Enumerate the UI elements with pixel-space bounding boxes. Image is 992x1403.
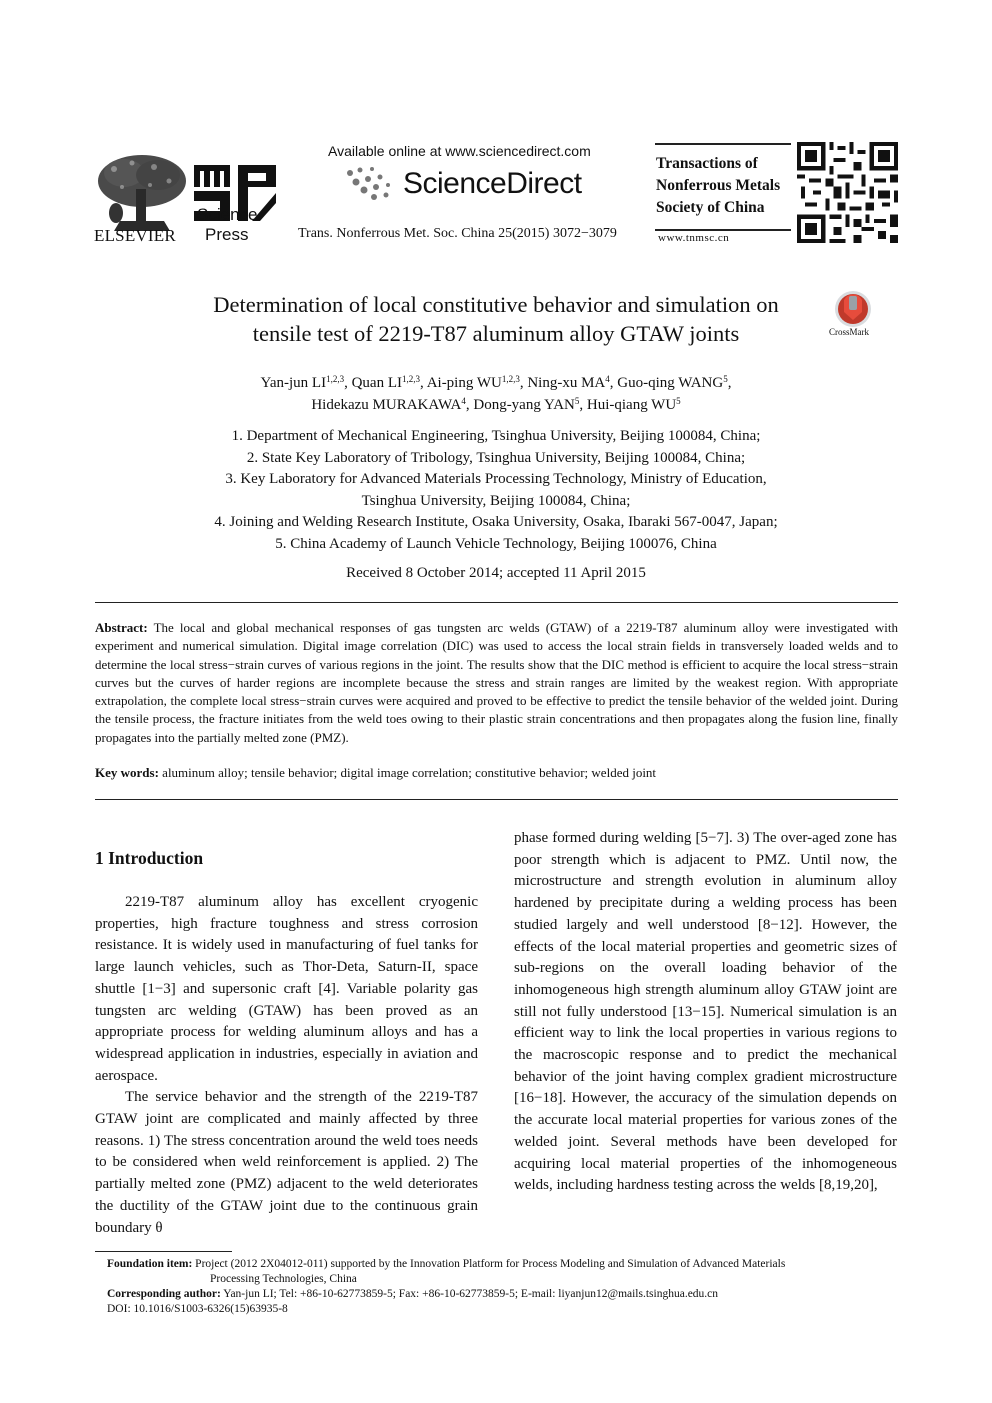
author-name: Ning-xu MA (527, 375, 606, 391)
science-press-line2: Press (205, 225, 249, 244)
author-list (100, 372, 892, 416)
author-sep: , (344, 375, 352, 391)
section-heading: 1 Introduction (95, 848, 204, 868)
crossmark-label: CrossMark (829, 327, 869, 337)
author-line (100, 394, 892, 416)
author-affil-sup: 4 (605, 374, 610, 384)
author-affil-sup: 5 (676, 396, 681, 406)
author-name: Quan LI (351, 375, 402, 391)
author-sep: , (519, 375, 528, 391)
science-press-line1: Science (197, 205, 258, 224)
author-name: Ai-ping WU (426, 375, 502, 391)
foundation-label: Foundation item: (107, 1258, 193, 1270)
author-affil-sup: 1,2,3 (326, 374, 345, 384)
author-name: Yan-jun LI (260, 375, 327, 391)
keywords (95, 765, 898, 781)
body-column-right (514, 828, 897, 1197)
author-affil-sup: 5 (723, 374, 728, 384)
publisher-name: ELSEVIER (94, 226, 176, 245)
author-sep: , (465, 397, 474, 413)
author-affil-sup: 5 (574, 396, 580, 406)
journal-url: www.tnmsc.cn (658, 232, 730, 244)
title-line: tensile test of 2219-T87 aluminum alloy GTAW joints (252, 321, 740, 346)
received-dates: Received 8 October 2014; accepted 11 April 2015 (346, 565, 646, 581)
abstract-text: The local and global mechanical responses of gas tungsten arc welds (GTAW) of a 2219-T87 aluminum alloy were investigated with experiment and numerical simulation. Digital image correlation (DIC) was used to access the local strain fields in transversely loaded welds and to determine the local stress−strain curves of various regions in the joint. The results show that the DIC method is efficient to acquire the local stress−strain curves but the curves of harder regions are incomplete because the stress and strain ranges are limited by the weakest region. With appropriate extrapolation, the complete local stress−strain curves were acquired and proved to be effective to predict the tensile behavior of the welded joint. During the tensile process, the fracture initiates from the weld toes owing to their plastic strain concentrations and then propagates along the fusion line, finally propagates into the partially melted zone (PMZ). (95, 620, 898, 745)
author-affil-sup: 4 (461, 396, 466, 406)
corresponding-footnote (107, 1287, 898, 1302)
body-paragraph: The service behavior and the strength of the 2219-T87 GTAW joint are complicated and mainly affected by three reasons. 1) The stress concentration around the weld toes needs to be considered when weld reinforcement is applied. 2) The partially melted zone (PMZ) adjacent to the weld deteriorates the ductility of the GTAW joint due to the continuous grain boundary θ (95, 1089, 478, 1236)
author-affil-sup: 1,2,3 (402, 374, 420, 384)
author-name: Hui-qiang WU (586, 397, 677, 413)
author-sep: , (727, 375, 732, 391)
abstract-bottom-rule (95, 799, 898, 800)
body-paragraph: phase formed during welding [5−7]. 3) The over-aged zone has poor strength which is adjacent to PMZ. Until now, the microstructure and strength evolution in aluminum alloy hardened by precipitate during a welding process has been studied largely and well understood [8−12]. However, the effects of the local material properties and geometric sizes of sub-regions on the overall loading behavior of the inhomogeneous high strength aluminum alloy GTAW joint are still not fully understood [13−15]. Numerical simulation is an efficient way to link the local properties in various regions to the macroscopic response and to predict the mechanical behavior of the joint having complex gradient microstructure [16−18]. However, the accuracy of the simulation depends on the accurate local material properties for various zones of the welded joint. Several methods have been developed for acquiring local material properties of the inhomogeneous welds, including hardness testing across the welds [8,19,20], (514, 830, 897, 1194)
affiliations (100, 426, 892, 556)
author-sep: , (579, 397, 587, 413)
author-name: Guo-qing WANG (617, 375, 724, 391)
journal-title-line: Transactions of (656, 155, 758, 172)
body-column-left (95, 892, 478, 1239)
corresponding-label: Corresponding author: (107, 1288, 221, 1300)
title-line: Determination of local constitutive behavior and simulation on (213, 292, 779, 317)
journal-title-line: Society of China (656, 199, 765, 216)
doi-footnote[interactable]: DOI: 10.1016/S1003-6326(15)63935-8 (107, 1303, 288, 1315)
foundation-text-cont: Processing Technologies, China (210, 1273, 357, 1285)
keywords-text: aluminum alloy; tensile behavior; digital image correlation; constitutive behavior; welded joint (162, 765, 657, 780)
keywords-label: Key words: (95, 765, 159, 780)
abstract-label: Abstract: (95, 620, 148, 635)
author-affil-sup: 1,2,3 (501, 374, 520, 384)
foundation-footnote (107, 1257, 898, 1287)
sciencedirect-dots-icon (344, 165, 396, 203)
abstract (95, 619, 898, 747)
footnote-rule (95, 1251, 232, 1252)
affiliation-line: 4. Joining and Welding Research Institute, Osaka University, Osaka, Ibaraki 567-0047, Japan; (214, 514, 778, 531)
journal-reference: Trans. Nonferrous Met. Soc. China 25(2015) 3072−3079 (298, 226, 617, 241)
affiliation-line: 5. China Academy of Launch Vehicle Technology, Beijing 100076, China (275, 535, 717, 552)
qr-code-icon (797, 142, 898, 243)
affiliation-line: Tsinghua University, Beijing 100084, China; (361, 492, 631, 509)
author-sep: , (609, 375, 618, 391)
available-online-text: Available online at www.sciencedirect.com (328, 143, 591, 159)
journal-title-line: Nonferrous Metals (656, 177, 781, 194)
author-name: Hidekazu MURAKAWA (311, 397, 462, 413)
affiliation-line: 3. Key Laboratory for Advanced Materials Processing Technology, Ministry of Education, (225, 471, 767, 488)
sciencedirect-wordmark: ScienceDirect (403, 167, 582, 200)
author-line (100, 372, 892, 394)
journal-title (656, 153, 780, 219)
affiliation-line: 1. Department of Mechanical Engineering, Tsinghua University, Beijing 100084, China; (231, 428, 761, 444)
foundation-text: Project (2012 2X04012-011) supported by the Innovation Platform for Process Modeling and Simulation of Advanced Materials (195, 1258, 786, 1270)
author-name: Dong-yang YAN (473, 397, 575, 413)
body-paragraph: 2219-T87 aluminum alloy has excellent cryogenic properties, high fracture toughness and stress corrosion resistance. It is widely used in manufacturing of fuel tanks for large launch vehicles, such as Thor-Deta, Saturn-II, space shuttle [1−3] and supersonic craft [4]. Variable polarity gas tungsten arc welding (GTAW) has been proved as an appropriate process for welding aluminum alloys and has a widespread application in industries, especially in aviation and aerospace. (95, 894, 478, 1084)
article-title (100, 290, 892, 348)
affiliation-line: 2. State Key Laboratory of Tribology, Tsinghua University, Beijing 100084, China; (246, 449, 746, 466)
corresponding-text: Yan-jun LI; Tel: +86-10-62773859-5; Fax: +86-10-62773859-5; E-mail: liyanjun12@mails.tsinghua.edu.cn (223, 1288, 719, 1300)
abstract-top-rule (95, 602, 898, 603)
author-sep: , (420, 375, 427, 391)
